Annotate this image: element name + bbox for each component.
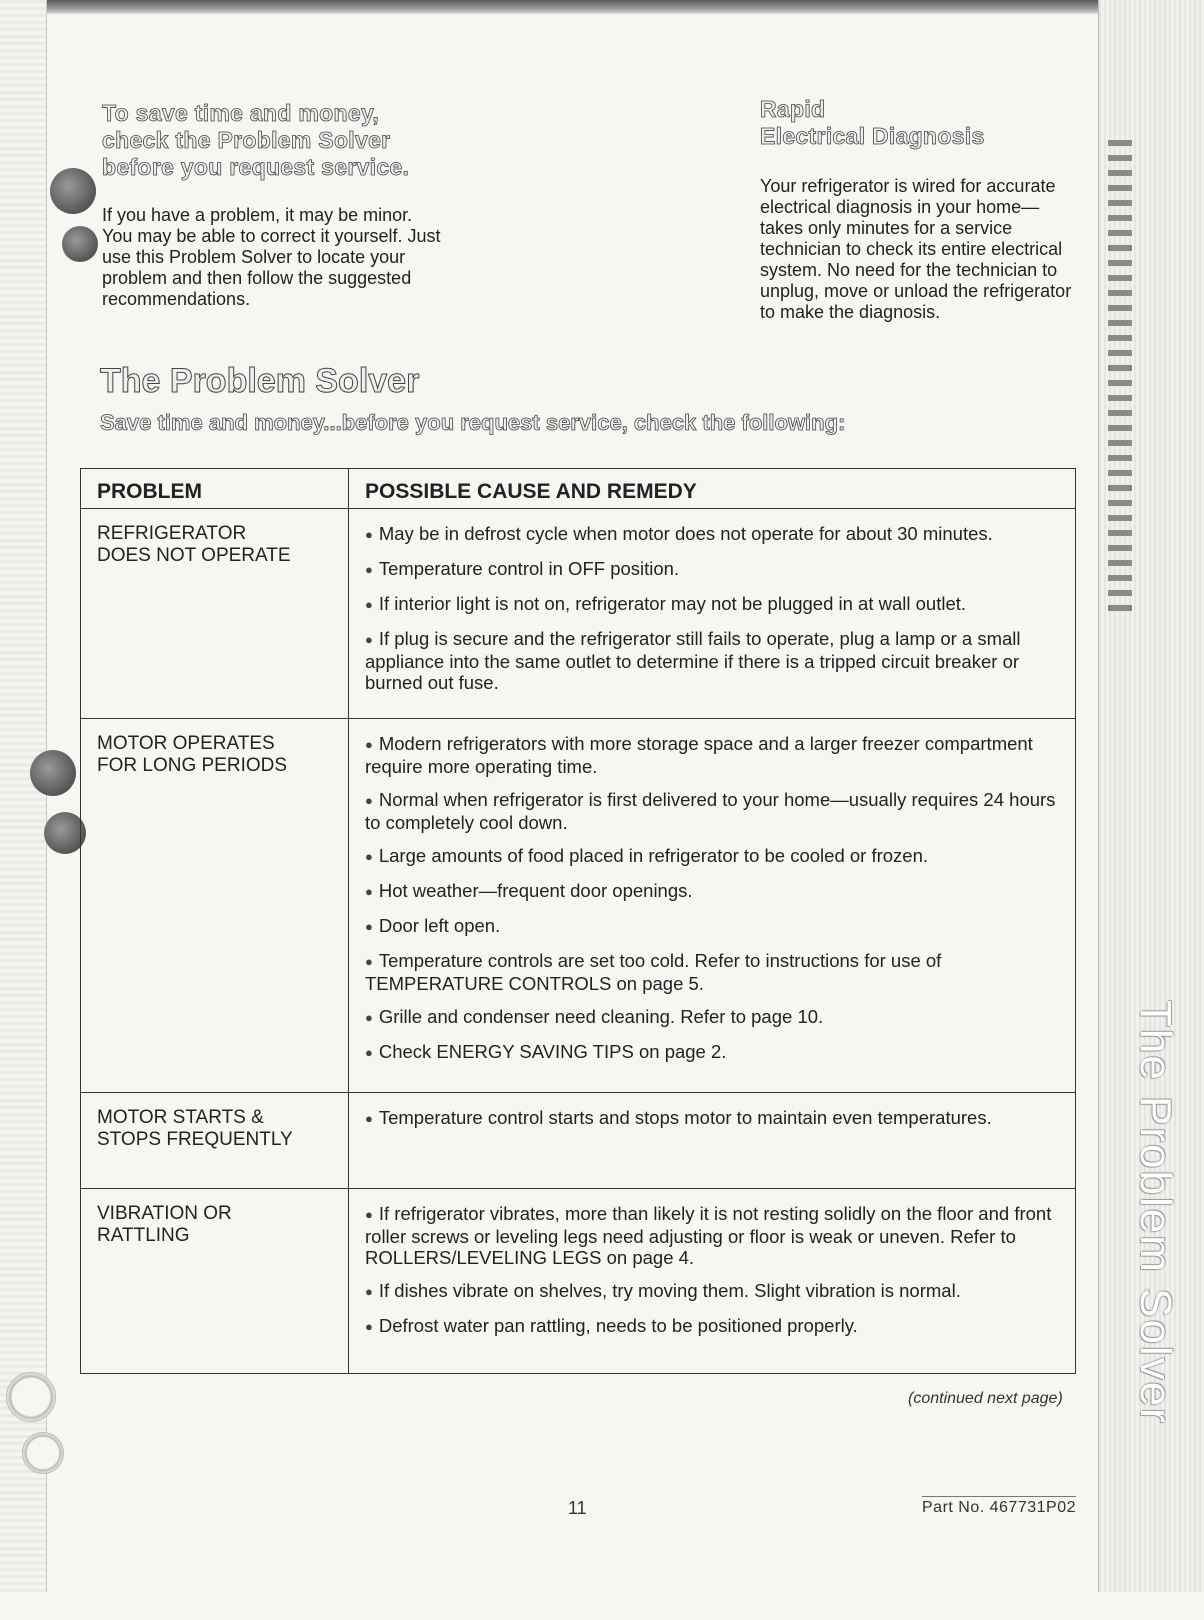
list-item: ● Temperature control in OFF position. (365, 558, 680, 579)
remedy-cell (349, 719, 1075, 1092)
intro-heading: To save time and money, check the Problem Solver before you request service. (102, 100, 410, 180)
punch-hole-icon (6, 1372, 56, 1422)
list-item: ● Modern refrigerators with more storage space and a larger freezer compartment require more operating time. (365, 733, 1033, 777)
bullet-icon: ● (365, 793, 373, 808)
continued-note: (continued next page) (908, 1390, 1063, 1407)
part-number: Part No. 467731P02 (922, 1496, 1076, 1517)
header-remedy: POSSIBLE CAUSE AND REMEDY (365, 480, 697, 503)
rapid-diagnosis-section (760, 96, 1080, 323)
problem-cell: MOTOR OPERATES FOR LONG PERIODS (81, 719, 349, 1092)
page-number: 11 (568, 1498, 587, 1518)
bullet-icon: ● (365, 849, 373, 864)
page-subtitle: Save time and money...before you request service, check the following: (100, 410, 846, 435)
list-item: ● May be in defrost cycle when motor does not operate for about 30 minutes. (365, 523, 993, 544)
list-item: ● Temperature controls are set too cold. Refer to instructions for use of TEMPERATURE CONTROLS on page 5. (365, 950, 942, 994)
remedy-cell (349, 1093, 1075, 1188)
list-item: ● If refrigerator vibrates, more than likely it is not resting solidly on the floor and front roller screws or leveling legs need adjusting or floor is weak or uneven. Refer to ROLLERS/LEVELING LEGS on page 4. (365, 1203, 1052, 1268)
bullet-icon: ● (365, 954, 373, 969)
bullet-icon: ● (365, 1284, 373, 1299)
side-tab-marks (1108, 140, 1138, 620)
table-row (81, 719, 1075, 1093)
punch-hole-icon (22, 1432, 64, 1474)
problem-cell: REFRIGERATOR DOES NOT OPERATE (81, 509, 349, 718)
table-row (81, 509, 1075, 719)
intro-body: If you have a problem, it may be minor. You may be able to correct it yourself. Just use this Problem Solver to locate your problem and then follow the suggested recommendations. (102, 205, 441, 309)
table-header-row (81, 469, 1075, 509)
problem-cell: VIBRATION OR RATTLING (81, 1189, 349, 1373)
table-row (81, 1189, 1075, 1373)
bullet-icon: ● (365, 632, 373, 647)
problem-table (80, 468, 1076, 1374)
punch-hole-icon (50, 168, 96, 214)
remedy-cell (349, 1189, 1075, 1373)
list-item: ● Temperature control starts and stops motor to maintain even temperatures. (365, 1107, 992, 1128)
punch-hole-icon (62, 226, 98, 262)
list-item: ● If dishes vibrate on shelves, try moving them. Slight vibration is normal. (365, 1280, 961, 1301)
punch-hole-icon (30, 750, 76, 796)
bullet-icon: ● (365, 1319, 373, 1334)
scan-left-margin (0, 0, 47, 1592)
list-item: ● Large amounts of food placed in refrigerator to be cooled or frozen. (365, 845, 929, 866)
list-item: ● Hot weather—frequent door openings. (365, 880, 693, 901)
rapid-body: Your refrigerator is wired for accurate electrical diagnosis in your home—takes only minutes for a service technician to check its entire electrical system. No need for the technician to unplug, move or unload the refrigerator to make the diagnosis. (760, 176, 1072, 322)
problem-cell: MOTOR STARTS & STOPS FREQUENTLY (81, 1093, 349, 1188)
rapid-heading: Rapid Electrical Diagnosis (760, 96, 985, 149)
header-problem: PROBLEM (81, 469, 349, 508)
bullet-icon: ● (365, 884, 373, 899)
list-item: ● Check ENERGY SAVING TIPS on page 2. (365, 1041, 727, 1062)
intro-section (102, 100, 442, 310)
bullet-icon: ● (365, 1010, 373, 1025)
bullet-icon: ● (365, 527, 373, 542)
bullet-icon: ● (365, 562, 373, 577)
list-item: ● Door left open. (365, 915, 501, 936)
list-item: ● If interior light is not on, refrigerator may not be plugged in at wall outlet. (365, 593, 967, 614)
scan-top-band (0, 0, 1204, 14)
side-tab-title: The Problem Solver (1131, 1000, 1180, 1425)
list-item: ● Defrost water pan rattling, needs to be positioned properly. (365, 1315, 858, 1336)
bullet-icon: ● (365, 737, 373, 752)
bullet-icon: ● (365, 1207, 373, 1222)
bullet-icon: ● (365, 1111, 373, 1126)
bullet-icon: ● (365, 919, 373, 934)
list-item: ● If plug is secure and the refrigerator still fails to operate, plug a lamp or a small appliance into the same outlet to determine if there is a tripped circuit breaker or burned out fuse. (365, 628, 1021, 693)
table-row (81, 1093, 1075, 1189)
remedy-cell (349, 509, 1075, 718)
list-item: ● Normal when refrigerator is first delivered to your home—usually requires 24 hours to completely cool down. (365, 789, 1056, 833)
list-item: ● Grille and condenser need cleaning. Refer to page 10. (365, 1006, 824, 1027)
page-title: The Problem Solver (100, 362, 420, 400)
bullet-icon: ● (365, 597, 373, 612)
bullet-icon: ● (365, 1045, 373, 1060)
